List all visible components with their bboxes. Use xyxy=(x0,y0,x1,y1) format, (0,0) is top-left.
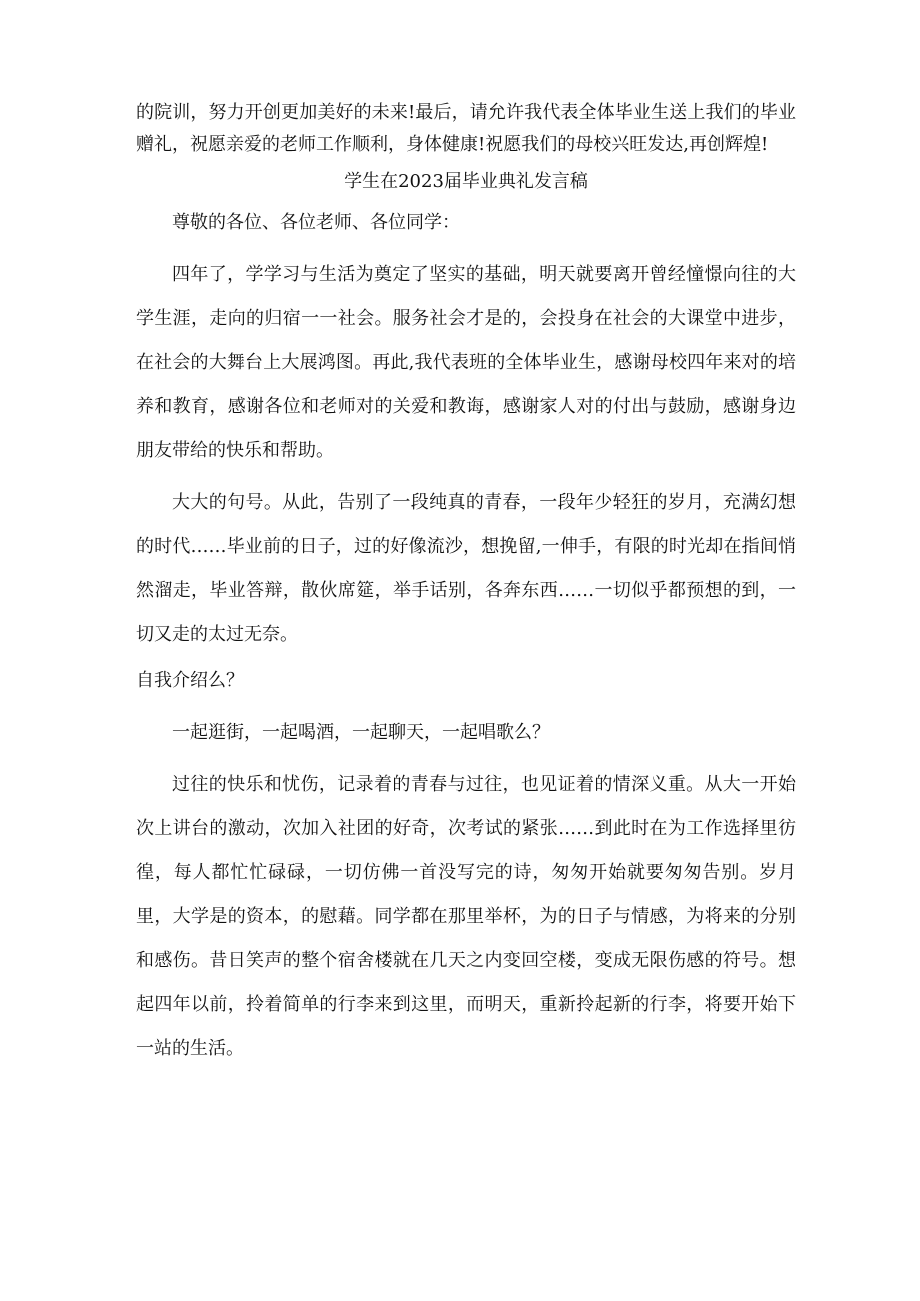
body-paragraph-5: 过往的快乐和忧伤，记录着的青春与过往，也见证着的情深义重。从大一开始次上讲台的激动，次加入社团的好奇，次考试的紧张……到此时在为工作选择里彷徨，每人都忙忙碌碌，一切仿佛一首没写完的诗，匆匆开始就要匆匆告别。岁月里，大学是的资本，的慰藉。同学都在那里举杯，为的日子与情感，为将来的分别和感伤。昔日笑声的整个宿舍楼就在几天之内变回空楼，变成无限伤感的符号。想起四年以前，拎着简单的行李来到这里，而明天，重新拎起新的行李，将要开始下一站的生活。 xyxy=(136,774,796,1059)
document-body xyxy=(136,97,796,1071)
body-paragraph-2: 大大的句号。从此，告别了一段纯真的青春，一段年少轻狂的岁月，充满幻想的时代……毕业前的日子，过的好像流沙，想挽留,一伸手，有限的时光却在指间悄然溜走，毕业答辩，散伙席筵，举手话别，各奔东西……一切似乎都预想的到，一切又走的太过无奈。 xyxy=(136,492,796,645)
speech-title: 学生在2023届毕业典礼发言稿 xyxy=(344,171,588,192)
greeting-paragraph: 尊敬的各位、各位老师、各位同学： xyxy=(172,212,460,233)
body-paragraph-3: 自我介绍么？ xyxy=(136,670,244,691)
continuation-paragraph: 的院训，努力开创更加美好的未来!最后，请允许我代表全体毕业生送上我们的毕业赠礼，祝愿亲爱的老师工作顺利，身体健康!祝愿我们的母校兴旺发达,再创辉煌! xyxy=(136,102,796,155)
body-paragraph-4: 一起逛街，一起喝酒，一起聊天，一起唱歌么？ xyxy=(172,722,550,743)
body-paragraph-1: 四年了，学学习与生活为奠定了坚实的基础，明天就要离开曾经憧憬向往的大学生涯，走向的归宿一一社会。服务社会才是的，会投身在社会的大课堂中进步，在社会的大舞台上大展鸿图。再此,我代表班的全体毕业生，感谢母校四年来对的培养和教育，感谢各位和老师对的关爱和教诲，感谢家人对的付出与鼓励，感谢身边朋友带给的快乐和帮助。 xyxy=(136,264,796,461)
